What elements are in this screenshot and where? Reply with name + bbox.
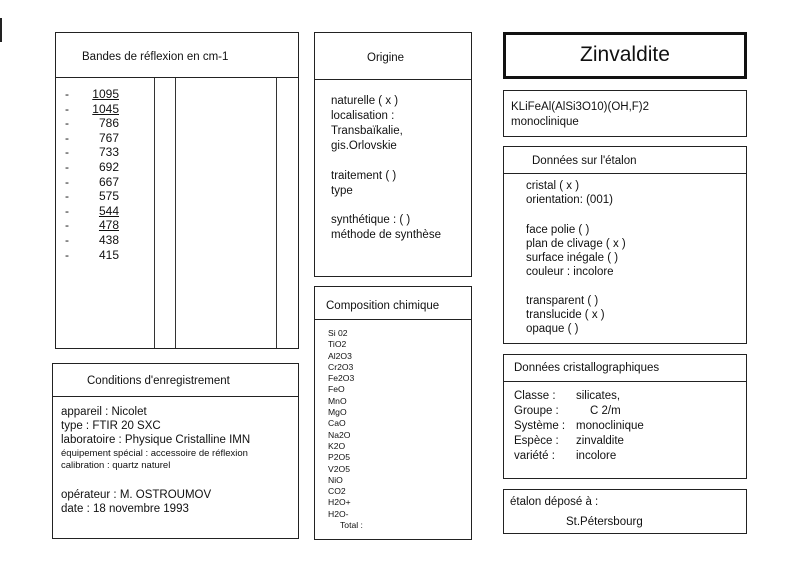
cristallo-label: Classe : [514, 390, 556, 402]
band-dash: - [65, 101, 69, 116]
etalon-translucide-line: translucide ( x ) [526, 309, 605, 321]
composition-item: FeO [328, 384, 345, 395]
header-divider [504, 173, 746, 174]
cristallo-panel [503, 354, 747, 479]
band-row [65, 131, 119, 146]
band-row [65, 189, 119, 204]
band-row [65, 204, 119, 219]
composition-item: TiO2 [328, 339, 347, 350]
origine-region-line: Transbaïkalie, [331, 125, 403, 137]
composition-item: Fe2O3 [328, 373, 355, 384]
origine-naturelle-line: naturelle ( x ) [331, 95, 399, 107]
etalon-opaque-line: opaque ( ) [526, 323, 579, 335]
conditions-panel [52, 363, 299, 539]
composition-item: NiO [328, 474, 343, 485]
band-value: 478 [98, 218, 119, 233]
depot-label: étalon déposé à : [510, 496, 599, 508]
composition-item: CO2 [328, 486, 346, 497]
cristallo-label: Espèce : [514, 435, 559, 447]
composition-item: P2O5 [328, 452, 350, 463]
reflection-bands-panel [55, 32, 299, 349]
etalon-cristal-line: cristal ( x ) [526, 180, 580, 192]
origine-synthetique-line: synthétique : ( ) [331, 214, 411, 226]
band-dash: - [65, 145, 69, 160]
conditions-laboratoire: laboratoire : Physique Cristalline IMN [61, 434, 251, 446]
composition-item: V2O5 [328, 463, 350, 474]
header-divider [504, 381, 746, 382]
band-dash: - [65, 174, 69, 189]
composition-title: Composition chimique [326, 300, 440, 312]
conditions-date: date : 18 novembre 1993 [61, 503, 189, 515]
bands-list [65, 87, 119, 262]
band-value: 415 [98, 247, 119, 262]
band-value: 1095 [92, 87, 119, 101]
conditions-title: Conditions d'enregistrement [87, 375, 230, 387]
origine-type-line: type [331, 185, 353, 197]
column-divider [154, 78, 155, 348]
header-divider [53, 396, 298, 397]
header-divider [56, 77, 298, 78]
composition-item: Na2O [328, 429, 351, 440]
depot-panel [503, 489, 747, 534]
header-divider [315, 79, 471, 80]
band-value: 438 [98, 232, 119, 247]
band-value: 575 [98, 189, 119, 204]
band-dash: - [65, 130, 69, 145]
cristallo-rows [514, 389, 644, 464]
etalon-panel [503, 146, 747, 344]
band-value: 786 [98, 116, 119, 131]
composition-item: Cr2O3 [328, 361, 354, 372]
conditions-type: type : FTIR 20 SXC [61, 420, 161, 432]
cristallo-value: zinvaldite [576, 435, 624, 447]
band-value: 767 [98, 130, 119, 145]
cristallo-label: Système : [514, 420, 566, 432]
band-row [65, 160, 119, 175]
header-divider [315, 319, 471, 320]
composition-item: MgO [328, 407, 347, 418]
band-row [65, 218, 119, 233]
origine-traitement-line: traitement ( ) [331, 170, 397, 182]
band-row [65, 175, 119, 190]
mineral-name: Zinvaldite [580, 43, 670, 66]
cristallo-value: silicates, [576, 390, 621, 402]
cristallo-row [514, 404, 644, 419]
cristallo-value: incolore [576, 450, 617, 462]
composition-item: Al2O3 [328, 350, 352, 361]
cristallo-value: monoclinique [576, 420, 644, 432]
cristallo-row [514, 419, 644, 434]
column-divider [276, 78, 277, 348]
origine-title: Origine [367, 52, 405, 64]
band-value: 692 [98, 159, 119, 174]
composition-item: H2O+ [328, 497, 351, 508]
page-edge-mark [0, 18, 2, 42]
band-dash: - [65, 247, 69, 262]
band-row [65, 102, 119, 117]
composition-item: K2O [328, 440, 346, 451]
conditions-calibration: calibration : quartz naturel [61, 460, 171, 471]
composition-item: CaO [328, 418, 346, 429]
etalon-surface-line: surface inégale ( ) [526, 252, 619, 264]
composition-panel [314, 286, 472, 540]
band-value: 544 [98, 203, 119, 218]
composition-item: Si 02 [328, 328, 348, 338]
cristallo-label: Groupe : [514, 405, 559, 417]
cristallo-row [514, 434, 644, 449]
band-row [65, 233, 119, 248]
column-divider [175, 78, 176, 348]
origine-panel [314, 32, 472, 277]
composition-item: MnO [328, 395, 347, 406]
origine-localisation-line: localisation : [331, 110, 395, 122]
composition-item: H2O- [328, 508, 349, 519]
formula-box [503, 90, 747, 137]
cristallo-row [514, 389, 644, 404]
band-dash: - [65, 116, 69, 131]
composition-list [328, 328, 363, 531]
cristallo-value: C 2/m [590, 405, 621, 417]
band-row [65, 145, 119, 160]
origine-gisement-line: gis.Orlovskie [331, 140, 397, 152]
band-row [65, 248, 119, 263]
band-value: 733 [98, 145, 119, 160]
mineral-formula [511, 100, 649, 115]
conditions-operateur: opérateur : M. OSTROUMOV [61, 489, 212, 501]
etalon-couleur-line: couleur : incolore [526, 266, 614, 278]
cristallo-row [514, 449, 644, 464]
depot-place: St.Pétersbourg [566, 516, 643, 528]
composition-total: Total : [340, 520, 363, 531]
mineral-name-box [503, 32, 747, 79]
band-dash: - [65, 87, 69, 101]
band-dash: - [65, 218, 69, 233]
band-value: 667 [98, 174, 119, 189]
cristallo-title: Données cristallographiques [514, 362, 660, 374]
etalon-orientation-line: orientation: (001) [526, 194, 613, 206]
band-row [65, 87, 119, 102]
band-dash: - [65, 203, 69, 218]
cristallo-label: variété : [514, 450, 555, 462]
etalon-face-polie-line: face polie ( ) [526, 224, 590, 236]
band-dash: - [65, 189, 69, 204]
etalon-transparent-line: transparent ( ) [526, 295, 599, 307]
etalon-clivage-line: plan de clivage ( x ) [526, 238, 626, 250]
conditions-equipement: équipement spécial : accessoire de réflexion [61, 448, 248, 459]
band-value: 1045 [92, 101, 119, 116]
origine-methode-line: méthode de synthèse [331, 229, 441, 241]
reflection-bands-title: Bandes de réflexion en cm-1 [82, 51, 229, 63]
band-dash: - [65, 159, 69, 174]
etalon-title: Données sur l'étalon [532, 155, 637, 167]
band-dash: - [65, 232, 69, 247]
conditions-appareil: appareil : Nicolet [61, 406, 147, 418]
mineral-system: monoclinique [511, 116, 579, 128]
formula-text: KLiFeAl(AlSi3O10)(OH,F)2 [511, 101, 650, 113]
band-row [65, 116, 119, 131]
